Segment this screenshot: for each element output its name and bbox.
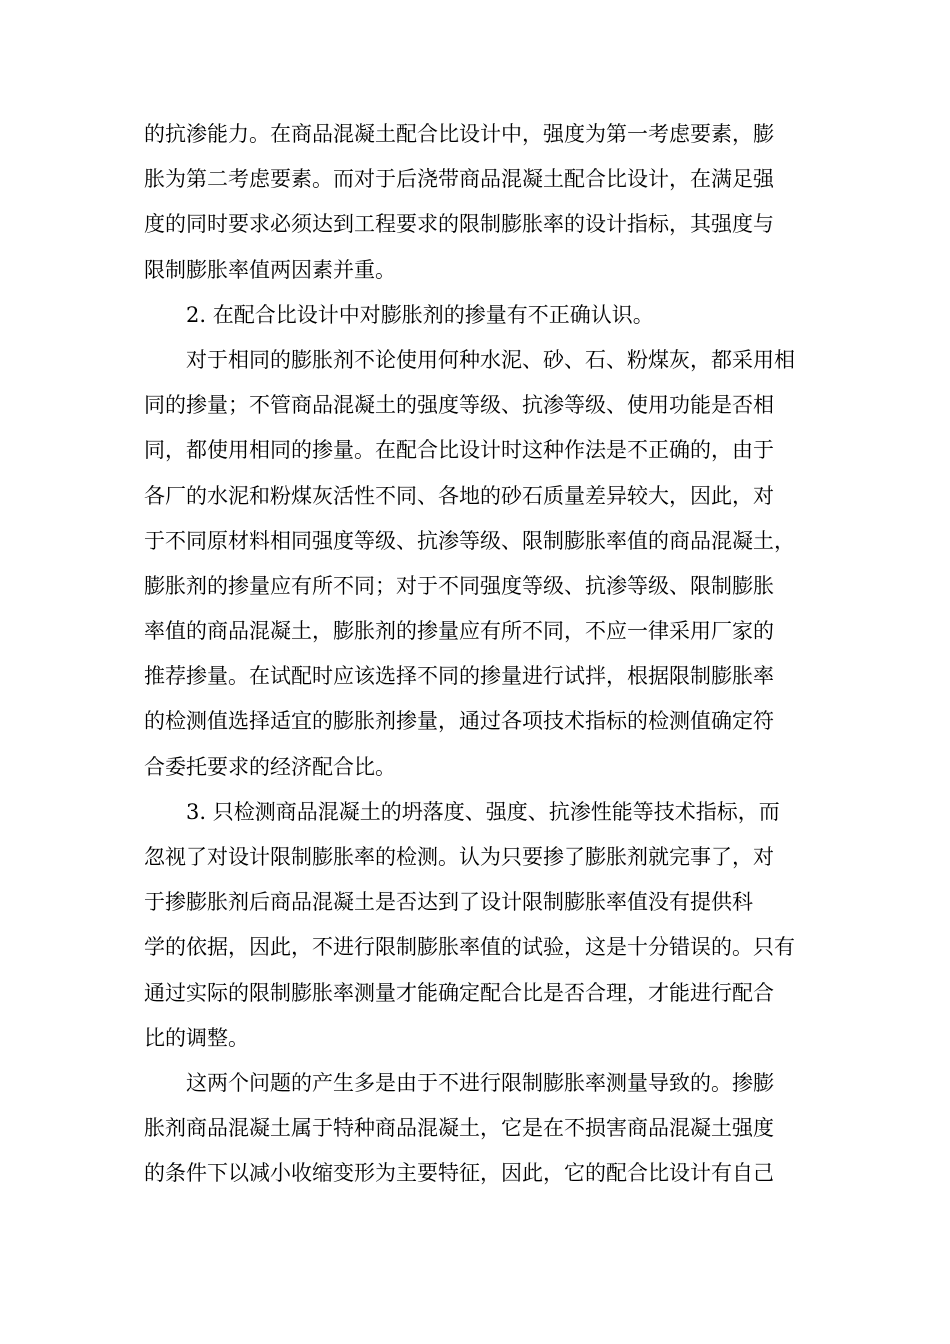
text-line: 胀为第二考虑要素。而对于后浇带商品混凝土配合比设计，在满足强	[144, 167, 774, 192]
paragraph-start: 这两个问题的产生多是由于不进行限制膨胀率测量导致的。掺膨	[186, 1070, 774, 1095]
numbered-item-3: 3. 只检测商品混凝土的坍落度、强度、抗渗性能等技术指标，而	[186, 799, 780, 824]
text-line: 的条件下以减小收缩变形为主要特征，因此，它的配合比设计有自己	[144, 1161, 774, 1186]
text-line: 限制膨胀率值两因素并重。	[144, 257, 396, 282]
text-line: 同，都使用相同的掺量。在配合比设计时这种作法是不正确的，由于	[144, 438, 774, 463]
text-line: 膨胀剂的掺量应有所不同；对于不同强度等级、抗渗等级、限制膨胀	[144, 573, 774, 598]
text-line: 度的同时要求必须达到工程要求的限制膨胀率的设计指标，其强度与	[144, 212, 774, 237]
document-body	[144, 112, 814, 1197]
numbered-item-2: 2. 在配合比设计中对膨胀剂的掺量有不正确认识。	[186, 302, 654, 327]
text-line: 率值的商品混凝土，膨胀剂的掺量应有所不同，不应一律采用厂家的	[144, 619, 774, 644]
text-line: 的抗渗能力。在商品混凝土配合比设计中，强度为第一考虑要素，膨	[144, 122, 774, 146]
text-line: 合委托要求的经济配合比。	[144, 754, 396, 779]
paragraph-start: 对于相同的膨胀剂不论使用何种水泥、砂、石、粉煤灰，都采用相	[186, 347, 795, 372]
text-line: 的检测值选择适宜的膨胀剂掺量，通过各项技术指标的检测值确定符	[144, 709, 774, 734]
text-line: 于不同原材料相同强度等级、抗渗等级、限制膨胀率值的商品混凝土，	[144, 528, 795, 553]
text-line: 忽视了对设计限制膨胀率的检测。认为只要掺了膨胀剂就完事了，对	[144, 845, 774, 869]
text-line: 同的掺量；不管商品混凝土的强度等级、抗渗等级、使用功能是否相	[144, 393, 774, 418]
text-line: 于掺膨胀剂后商品混凝土是否达到了设计限制膨胀率值没有提供科	[144, 890, 753, 915]
text-line: 各厂的水泥和粉煤灰活性不同、各地的砂石质量差异较大，因此，对	[144, 483, 774, 508]
text-line: 胀剂商品混凝土属于特种商品混凝土，它是在不损害商品混凝土强度	[144, 1116, 774, 1141]
text-line: 学的依据，因此，不进行限制膨胀率值的试验，这是十分错误的。只有	[144, 935, 795, 960]
text-line: 通过实际的限制膨胀率测量才能确定配合比是否合理，才能进行配合	[144, 980, 774, 1005]
text-line: 推荐掺量。在试配时应该选择不同的掺量进行试拌，根据限制膨胀率	[144, 664, 774, 689]
text-line: 比的调整。	[144, 1025, 249, 1050]
